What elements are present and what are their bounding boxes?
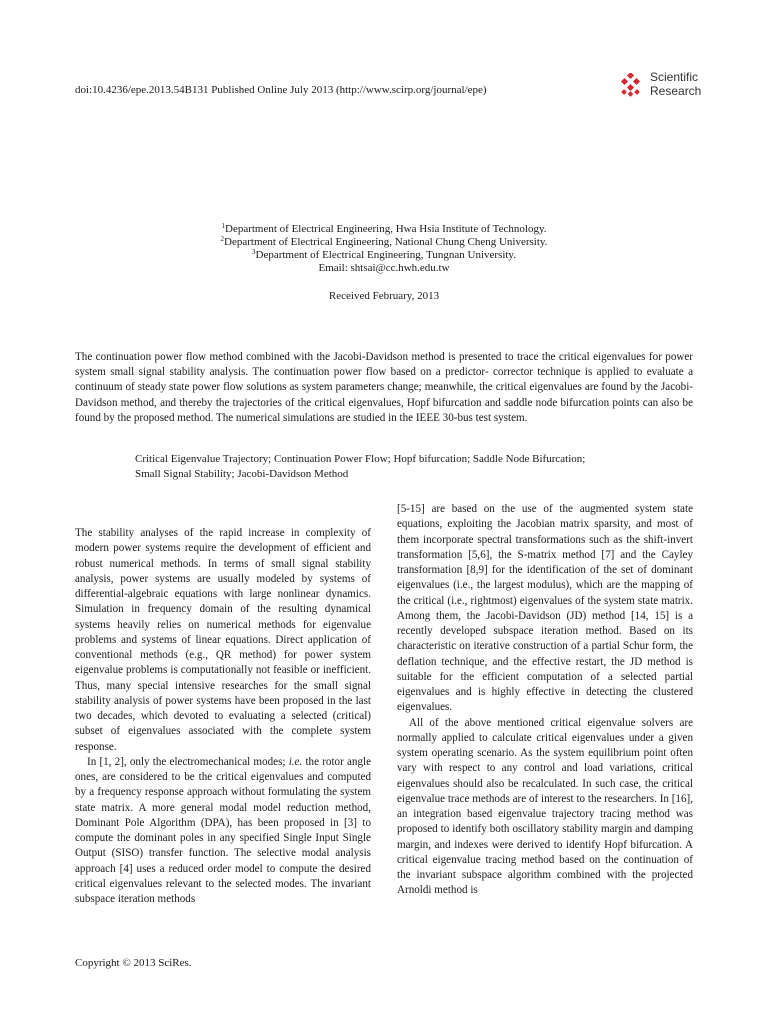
affiliation-2: $^2$Department of Electrical Engineering, National Chung Cheng University.: [220, 235, 548, 248]
right-column: [397, 502, 693, 899]
keywords-line-1: Critical Eigenvalue Trajectory; Continuation Power Flow; Hopf bifurcation; Saddle Node Bifurcation;: [135, 453, 586, 465]
logo-line-research: Research: [650, 84, 702, 98]
logo-line-scientific: Scientific: [650, 70, 699, 84]
affiliation-3: $^3$Department of Electrical Engineering, Tungnan University.: [252, 248, 516, 261]
abstract: The continuation power flow method combined with the Jacobi-Davidson method is presented to trace the critical eigenvalues for power system small signal stability analysis. The continuation power flow based on a predictor- corrector technique is applied to evaluate a continuum of steady state power flow solutions as system parameters change; meanwhile, the critical eigenvalues are found by the Jacobi-Davidson method, and thereby the trajectories of the critical eigenvalues, Hopf bifurcation and saddle node bifurcation points can also be found by the proposed method. The numerical simulations are studied in the IEEE 30-bus test system.: [75, 351, 693, 424]
copyright-footer: Copyright © 2013 SciRes.: [75, 957, 192, 969]
intro-paragraph-2: In [1, 2], only the electromechanical modes; i.e. the rotor angle ones, are considered to be the critical eigenvalues and computed by a frequency response approach without formulating the system state matrix. A more general modal model reduction method, Dominant Pole Algorithm (DPA), has been proposed in [3] to compute the dominant poles in any specified Single Input Single Output (SISO) transfer function. The selective modal analysis approach [4] uses a reduced order model to compute the desired critical eigenvalues relevant to the selected modes. The invariant subspace iteration methods: [75, 755, 371, 905]
keywords-line-2: Small Signal Stability; Jacobi-Davidson Method: [135, 467, 349, 480]
intro-paragraph-3: [5-15] are based on the use of the augmented system state equations, exploiting the Jacobian matrix sparsity, and most of them incorporate spectral transformations such as the shift-invert transformation [5,6], the S-matrix method [7] and the Cayley transformation [8,9] for the identification of the set of dominant eigenvalues (i.e., the largest modulus), which are the mapping of the critical (i.e., rightmost) eigenvalues of the system state matrix. Among them, the Jacobi-Davidson (JD) method [14, 15] is a recently developed subspace iteration method. Based on its characteristic on iterative construction of a partial Schur form, the deflation technique, and the effective restart, the JD method is suitable for the efficient computation of a selected partial eigenvalues and is highly effective in detecting the clustered eigenvalues.: [397, 503, 693, 714]
left-column: [75, 526, 371, 907]
doi-line: doi:10.4236/epe.2013.54B131 Published Online July 2013 (http://www.scirp.org/journal/epe): [75, 84, 487, 96]
keywords: [135, 452, 695, 481]
publisher-logo: [620, 69, 710, 101]
scientific-research-logo-icon: [620, 73, 644, 97]
intro-paragraph-4: All of the above mentioned critical eigenvalue solvers are normally applied to calculate critical eigenvalues under a given system operating scenario. As the system equilibrium point often vary with respect to any control and load variations, critical eigenvalues should also be recalculated. In such case, the critical eigenvalue trace methods are of interest to the researchers. In [16], an integration based eigenvalue trajectory tracing method was proposed to identify both oscillatory stability margin and damping margin, and indexes were derived to identify Hopf bifurcation. A critical eigenvalue tracing method based on the continuation of the invariant subspace algorithm combined with the projected Arnoldi method is: [397, 716, 693, 897]
received-date: Received February, 2013: [328, 290, 440, 302]
email-line: Email: shtsai@cc.hwh.edu.tw: [318, 262, 450, 274]
intro-paragraph-1: The stability analyses of the rapid increase in complexity of modern power systems require the development of efficient and robust numerical methods. In terms of small signal stability analysis, power systems are usually modeled by systems of differential-algebraic equations with large nonlinear dynamics. Simulation in frequency domain of the resulting dynamical systems heavily relies on numerical methods for eigenvalue problems and systems of linear equations. Direct application of conventional methods (e.g., QR method) for power system eigenvalue problems is computationally not feasible or inefficient. Thus, many special intensive researches for the small signal stability analysis of power systems have been proposed in the last two decades, which devoted to evaluating a selected (critical) subset of eigenvalues associated with the complete system response.: [75, 527, 371, 753]
affiliation-1: $^1$Department of Electrical Engineering, Hwa Hsia Institute of Technology.: [221, 222, 547, 235]
